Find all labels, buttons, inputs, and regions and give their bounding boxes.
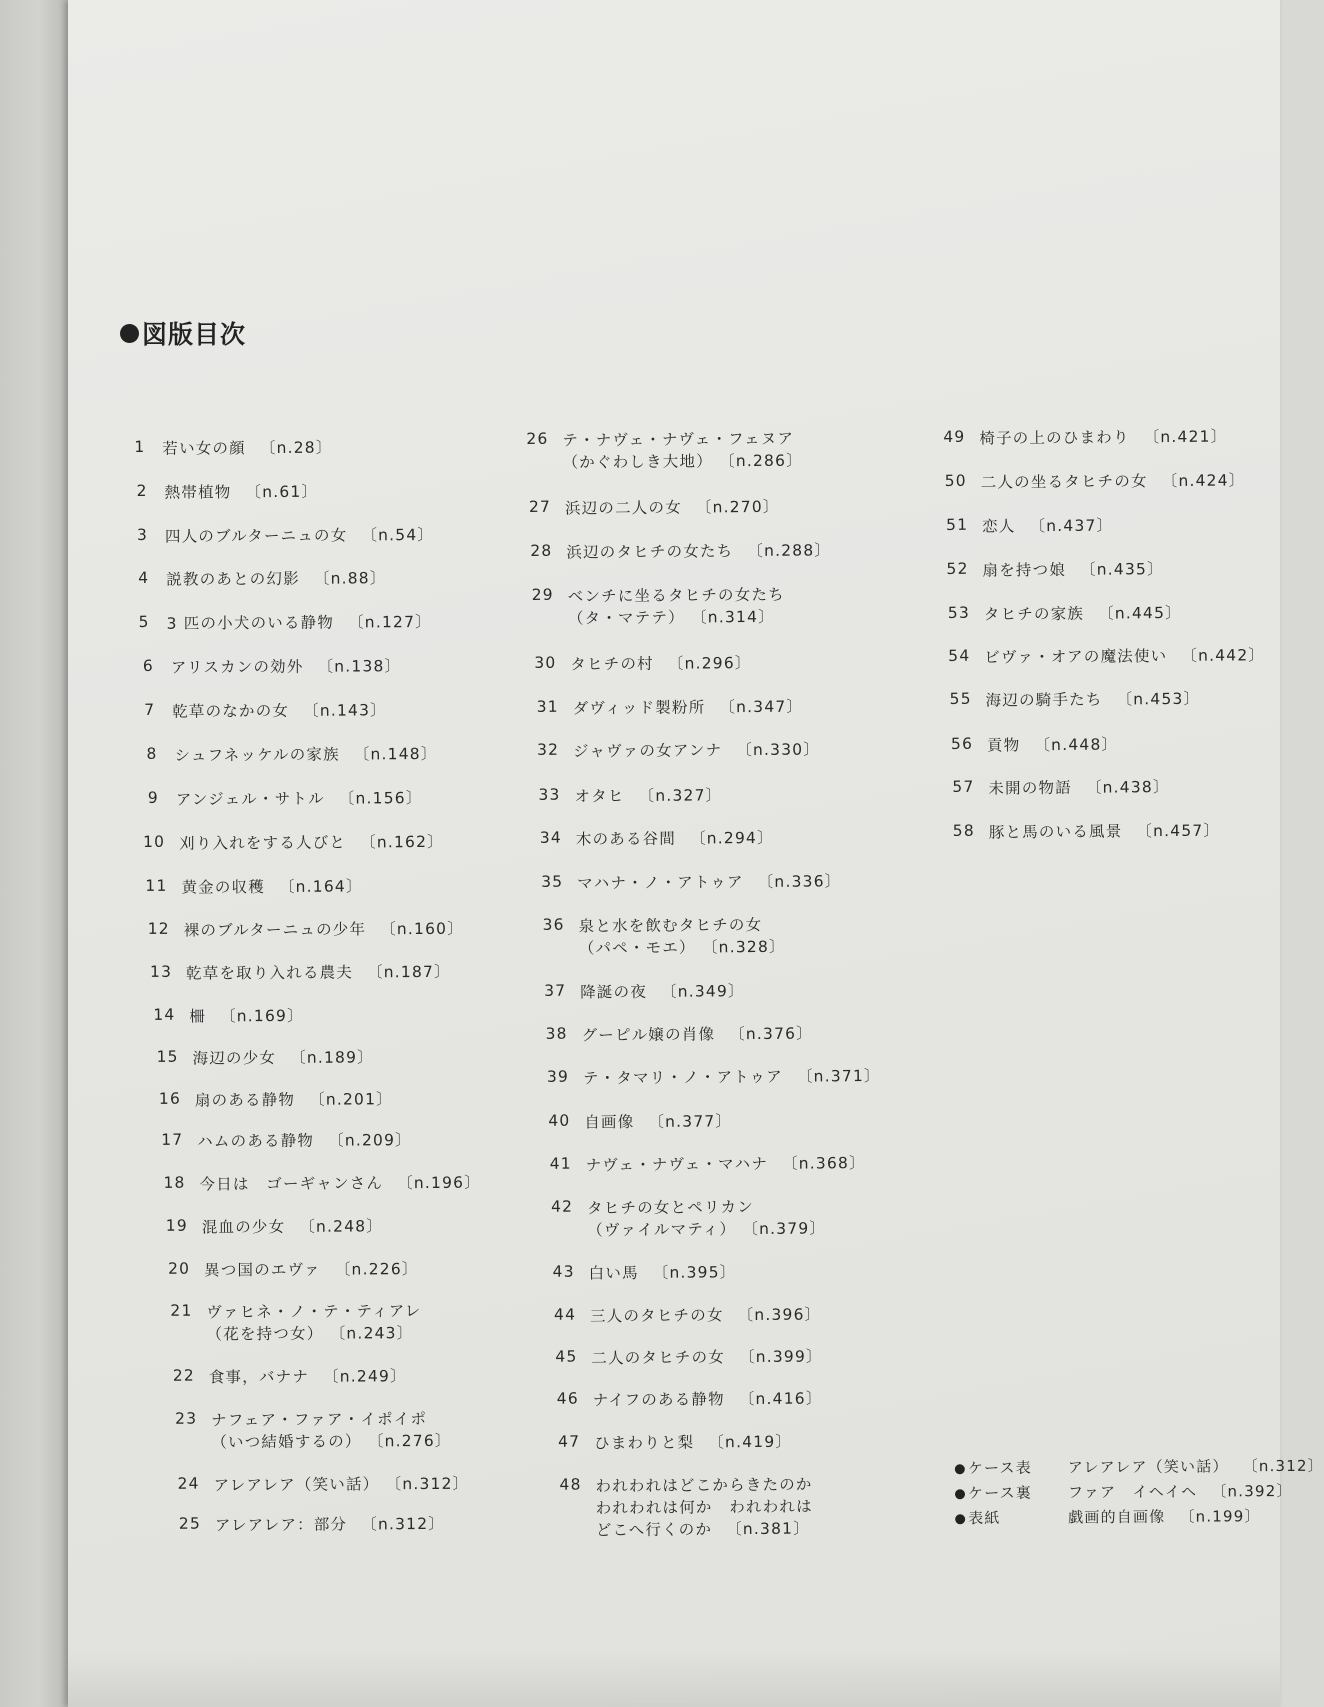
entry-title-line: 二人のタヒチの女 〔n.399〕 [591,1347,823,1368]
entry-title-line: ハムのある静物 〔n.209〕 [197,1131,412,1151]
entry-number: 39 [546,1067,570,1086]
entry-number: 51 [946,515,969,534]
entry-page-ref: 〔n.88〕 [313,569,387,588]
contents-entry [545,1023,813,1047]
entry-page-ref: 〔n.156〕 [338,788,423,808]
entry-page-ref: 〔n.376〕 [729,1024,813,1044]
entry-page-ref: 〔n.226〕 [334,1260,419,1279]
entry-page-ref: 〔n.127〕 [347,612,432,632]
contents-entry [538,784,722,808]
entry-page-ref: 〔n.286〕 [726,451,803,471]
contents-entry [558,1431,792,1455]
entry-page-ref: 〔n.399〕 [738,1347,823,1367]
entry-title-line: テ・ナヴェ・ナヴェ・フェヌア [562,429,795,450]
entry-page-ref: 〔n.187〕 [366,962,451,982]
contents-entry [146,743,437,767]
entry-page-ref: 〔n.209〕 [328,1131,412,1150]
contents-entry [175,1408,452,1454]
contents-entry [537,696,804,720]
entry-title-line: ナイフのある静物 〔n.416〕 [592,1389,823,1410]
entry-title-line: 海辺の騎手たち 〔n.453〕 [985,689,1201,710]
contents-entry [137,524,434,548]
book-gutter [0,0,70,1707]
entry-page-ref: 〔n.270〕 [695,497,780,517]
entry-title-line: 3 匹の小犬のいる静物 〔n.127〕 [166,612,432,633]
cover-note-title: アレアレア（笑い話） [1067,1457,1229,1477]
contents-entry [145,875,362,899]
entry-title-line: ナフェア・ファア・イポイポ [211,1409,428,1430]
contents-entry [526,428,803,474]
contents-entry [543,914,786,960]
entry-number: 52 [946,559,969,578]
contents-entry [157,1046,374,1070]
entry-title-line: ひまわりと梨 〔n.419〕 [594,1432,793,1453]
entry-number: 4 [138,568,150,587]
entry-number: 26 [526,429,549,448]
entry-page-ref: 〔n.314〕 [698,607,775,627]
cover-note-label: 表紙 [968,1508,1001,1528]
entry-title-line: （花を持つ女） 〔n.243〕 [206,1324,414,1344]
entry-number: 16 [158,1089,182,1108]
entry-page-ref: 〔n.169〕 [219,1006,304,1026]
entry-page-ref: 〔n.54〕 [361,525,435,545]
entry-page-ref: 〔n.28〕 [259,438,333,458]
cover-note-title: 戯画的自画像 [1068,1507,1166,1527]
entry-title-line: 二人の坐るタヒチの女 〔n.424〕 [980,471,1246,492]
entry-title-line: われわれはどこからきたのか [595,1475,813,1496]
contents-entry [166,1215,383,1239]
entry-number: 53 [947,603,971,622]
contents-entry [948,644,1265,669]
contents-entry [559,1474,813,1542]
entry-page-ref: 〔n.201〕 [309,1090,393,1109]
entry-number: 18 [163,1173,186,1192]
entry-page-ref: 〔n.347〕 [719,697,804,717]
contents-entry [161,1129,412,1153]
entry-title-line: ナヴェ・ナヴェ・マハナ 〔n.368〕 [585,1154,866,1175]
contents-entry [946,558,1163,582]
entry-number: 32 [536,740,560,759]
contents-entry [529,496,780,520]
contents-entry [534,652,751,676]
contents-entry [547,1065,881,1090]
cover-note-page-ref: 〔n.312〕 [1242,1456,1324,1476]
entry-page-ref: 〔n.377〕 [648,1112,733,1131]
entry-page-ref: 〔n.312〕 [361,1514,446,1534]
entry-page-ref: 〔n.381〕 [726,1519,810,1539]
contents-entry [548,1110,732,1134]
entry-title-line: 浜辺のタヒチの女たち 〔n.288〕 [566,541,832,562]
contents-entry [544,980,745,1004]
entry-number: 33 [538,785,561,804]
contents-entry [551,1195,826,1241]
entry-title-line: 四人のブルターニュの女 〔n.54〕 [164,525,435,546]
entry-page-ref: 〔n.196〕 [397,1173,481,1193]
entry-title-line: 若い女の顔 〔n.28〕 [162,438,333,458]
entry-page-ref: 〔n.243〕 [337,1324,414,1343]
entry-title-line: 裸のブルターニュの少年 〔n.160〕 [183,919,464,940]
entry-title-line: どこへ行くのか 〔n.381〕 [595,1519,810,1540]
contents-entry [946,515,1113,538]
entry-page-ref: 〔n.164〕 [278,877,363,896]
entry-page-ref: 〔n.61〕 [245,482,319,502]
contents-entry [170,1300,421,1346]
contents-entry [555,1345,823,1369]
entry-page-ref: 〔n.138〕 [317,657,402,676]
entry-title-line: （いつ結婚するの） 〔n.276〕 [211,1431,452,1452]
entry-number: 56 [950,734,974,753]
entry-number: 49 [943,427,966,446]
cover-note-row [955,1504,1324,1532]
bullet-icon [955,1514,965,1524]
cover-note-label: ケース裏 [967,1483,1033,1503]
entry-number: 29 [531,585,554,604]
entry-number: 6 [142,656,154,675]
entry-page-ref: 〔n.371〕 [796,1066,881,1086]
entry-number: 34 [539,828,563,847]
entry-page-ref: 〔n.160〕 [380,919,464,939]
entry-title-line: 説教のあとの幻影 〔n.88〕 [166,569,387,589]
contents-entry [153,1005,304,1028]
contents-entry [950,688,1201,712]
entry-page-ref: 〔n.288〕 [747,541,832,561]
page-shadow [68,1650,1280,1707]
cover-note-row [955,1479,1324,1507]
contents-entry [550,1152,866,1177]
entry-title-line: 乾草のなかの女 〔n.143〕 [172,701,387,721]
entry-title-line: アレアレア：部分 〔n.312〕 [214,1514,446,1535]
entry-number: 27 [528,497,552,516]
entry-title-line: 黄金の収穫 〔n.164〕 [181,877,363,897]
entry-number: 17 [161,1130,184,1149]
entry-number: 12 [147,919,170,938]
contents-entry [138,567,386,591]
entry-page-ref: 〔n.435〕 [1079,560,1164,579]
entry-title-line: ベンチに坐るタヒチの女たち [567,585,785,606]
entry-number: 11 [145,876,168,895]
entry-number: 31 [536,697,559,716]
entry-title-line: （パペ・モエ） 〔n.328〕 [578,937,786,958]
entry-page-ref: 〔n.189〕 [290,1048,374,1067]
entry-number: 55 [949,689,972,708]
entry-page-ref: 〔n.143〕 [303,701,387,720]
entry-page-ref: 〔n.445〕 [1097,603,1182,623]
entry-title-line: 木のある谷間 〔n.294〕 [575,828,774,849]
contents-entry [943,426,1227,450]
entry-title-line: 海辺の少女 〔n.189〕 [192,1048,374,1068]
cover-note-row [955,1454,1324,1482]
entry-title-line: 椅子の上のひまわり 〔n.421〕 [979,427,1228,448]
entry-number: 35 [541,872,564,891]
entry-title-line: アレアレア（笑い話） 〔n.312〕 [213,1474,470,1495]
entry-title-line: 降誕の夜 〔n.349〕 [580,982,745,1002]
contents-entry [159,1088,393,1112]
entry-title-line: ダヴィッド製粉所 〔n.347〕 [572,697,804,718]
entry-number: 5 [138,612,150,631]
contents-entry [150,961,451,985]
entry-title-line: 乾草を取り入れる農夫 〔n.187〕 [185,962,451,983]
entry-title-line: タヒチの村 〔n.296〕 [570,654,752,674]
entry-title-line: 豚と馬のいる風景 〔n.457〕 [988,821,1221,842]
entry-number: 9 [147,788,159,807]
contents-entry [540,827,774,851]
entry-number: 48 [559,1475,582,1494]
entry-title-line: 扇のある静物 〔n.201〕 [194,1090,393,1110]
contents-entry [137,481,319,504]
contents-entry [948,602,1182,626]
entry-number: 8 [146,744,158,763]
page-title [120,315,246,351]
entry-title-line: 白い馬 〔n.395〕 [588,1263,737,1283]
contents-entry [541,870,841,895]
contents-entry [557,1387,823,1411]
entry-number: 7 [144,700,156,719]
page-title-text: 図版目次 [142,320,247,349]
cover-note-title: ファア イヘイヘ [1067,1482,1198,1502]
entry-title-line: ビヴァ・オアの魔法使い 〔n.442〕 [984,646,1266,667]
entry-title-line: タヒチの女とペリカン [586,1198,754,1218]
contents-entry [530,539,831,564]
contents-entry [953,820,1221,844]
contents-entry [143,655,402,679]
entry-title-line: 柵 〔n.169〕 [189,1006,304,1026]
contents-entry [952,776,1169,800]
entry-title-line: マハナ・ノ・アトゥア 〔n.336〕 [577,872,842,893]
entry-title-line: アリスカンの効外 〔n.138〕 [170,657,402,677]
entry-title-line: 今日は ゴーギャンさん 〔n.196〕 [199,1173,481,1194]
entry-page-ref: 〔n.312〕 [393,1474,470,1494]
entry-page-ref: 〔n.349〕 [660,982,745,1001]
contents-entry [179,1513,445,1537]
entry-number: 28 [530,541,553,560]
bullet-icon [120,324,139,343]
contents-entry [144,699,387,723]
entry-page-ref: 〔n.421〕 [1143,427,1228,447]
entry-number: 22 [172,1366,196,1385]
entry-number: 41 [549,1154,572,1173]
contents-entry [951,733,1118,756]
entry-title-line: 未開の物語 〔n.438〕 [988,778,1170,798]
entry-title-line: オタヒ 〔n.327〕 [574,786,723,806]
entry-page-ref: 〔n.336〕 [757,872,842,891]
entry-title-line: 熱帯植物 〔n.61〕 [164,482,319,502]
contents-entry [148,918,464,942]
entry-number: 10 [143,832,166,851]
entry-title-line: 食事，バナナ 〔n.249〕 [208,1367,407,1387]
entry-title-line: 三人のタヒチの女 〔n.396〕 [589,1305,822,1326]
contents-entry [532,584,785,630]
entry-page-ref: 〔n.162〕 [360,832,444,852]
contents-entry [148,787,423,811]
entry-number: 20 [168,1259,191,1278]
contents-entry [178,1473,470,1497]
entry-number: 23 [175,1409,198,1428]
entry-number: 42 [550,1197,574,1216]
contents-entry [173,1365,407,1389]
contents-entry [945,469,1246,494]
entry-page-ref: 〔n.379〕 [750,1219,827,1239]
contents-entry [168,1258,419,1282]
entry-number: 38 [545,1024,568,1043]
entry-number: 21 [170,1301,193,1320]
entry-number: 14 [153,1005,176,1024]
entry-title-line: 貢物 〔n.448〕 [986,735,1119,755]
entry-number: 57 [952,777,975,796]
entry-number: 40 [548,1111,571,1130]
contents-entry [553,1261,737,1285]
cover-note-label: ケース表 [967,1458,1032,1478]
entry-title-line: 泉と水を飲むタヒチの女 [578,915,763,936]
entry-number: 25 [178,1514,202,1533]
entry-number: 13 [149,962,173,981]
entry-page-ref: 〔n.327〕 [638,786,723,806]
entry-title-line: 自画像 〔n.377〕 [584,1112,733,1132]
entry-number: 15 [156,1047,179,1066]
bullet-icon [955,1464,965,1474]
entry-page-ref: 〔n.249〕 [322,1367,407,1386]
entry-number: 47 [558,1432,581,1451]
entry-title-line: 恋人 〔n.437〕 [982,516,1114,536]
entry-number: 24 [177,1474,200,1493]
cover-note-page-ref: 〔n.392〕 [1211,1481,1293,1501]
entry-number: 3 [136,525,149,544]
contents-entry [537,738,820,762]
entry-page-ref: 〔n.442〕 [1181,646,1266,665]
entry-page-ref: 〔n.148〕 [353,744,438,764]
entry-title-line: グーピル嬢の肖像 〔n.376〕 [581,1024,813,1045]
entry-title-line: （ヴァイルマティ） 〔n.379〕 [587,1219,827,1240]
entry-number: 30 [534,653,557,672]
entry-number: 58 [952,821,975,840]
entry-title-line: 扇を持つ娘 〔n.435〕 [982,560,1164,580]
entry-title-line: 異つ国のエヴァ 〔n.226〕 [204,1260,419,1280]
entry-number: 43 [552,1262,575,1281]
bullet-icon [955,1489,965,1499]
entry-page-ref: 〔n.330〕 [736,740,821,760]
cover-note-page-ref: 〔n.199〕 [1179,1507,1261,1526]
contents-entry [134,437,332,460]
entry-title-line: （タ・マテテ） 〔n.314〕 [567,607,775,628]
entry-page-ref: 〔n.437〕 [1029,516,1114,536]
entry-title-line: 刈り入れをする人びと 〔n.162〕 [179,832,444,853]
entry-page-ref: 〔n.396〕 [737,1305,822,1325]
entry-number: 45 [555,1347,578,1366]
entry-title-line: 混血の少女 〔n.248〕 [201,1217,384,1237]
entry-number: 36 [542,915,565,934]
book-page [68,0,1324,1707]
entry-page-ref: 〔n.294〕 [689,828,774,848]
entry-page-ref: 〔n.424〕 [1161,471,1246,491]
entry-number: 50 [944,471,967,490]
entry-number: 19 [165,1216,188,1235]
entry-title-line: ジャヴァの女アンナ 〔n.330〕 [572,740,821,761]
entry-page-ref: 〔n.453〕 [1116,689,1201,709]
entry-title-line: アンジェル・サトル 〔n.156〕 [175,788,423,809]
entry-page-ref: 〔n.395〕 [652,1263,737,1282]
entry-number: 54 [948,646,971,665]
entry-number: 46 [556,1389,579,1408]
entry-number: 1 [134,437,146,456]
entry-title-line: （かぐわしき大地） 〔n.286〕 [562,451,803,472]
entry-title-line: タヒチの家族 〔n.445〕 [983,603,1182,624]
entry-title-line: われわれは何か われわれは [595,1497,813,1518]
contents-entry [138,611,431,635]
cover-notes [955,1454,1324,1532]
entry-page-ref: 〔n.438〕 [1085,778,1170,797]
entry-page-ref: 〔n.457〕 [1136,821,1221,841]
entry-title-line: テ・タマリ・ノ・アトゥア 〔n.371〕 [582,1066,881,1088]
entry-page-ref: 〔n.416〕 [738,1389,823,1409]
contents-entry [143,831,444,855]
entry-page-ref: 〔n.448〕 [1034,735,1119,755]
entry-page-ref: 〔n.296〕 [667,654,752,673]
entry-title-line: ヴァヒネ・ノ・テ・ティアレ [206,1302,422,1322]
contents-entry [163,1172,481,1196]
entry-title-line: シュフネッケルの家族 〔n.148〕 [174,744,438,765]
contents-entry [554,1303,822,1327]
entry-number: 37 [544,981,567,1000]
entry-page-ref: 〔n.248〕 [299,1217,384,1236]
entry-number: 44 [553,1305,577,1324]
entry-page-ref: 〔n.368〕 [781,1154,866,1173]
entry-page-ref: 〔n.328〕 [709,937,786,957]
entry-page-ref: 〔n.419〕 [708,1432,793,1452]
entry-number: 2 [136,481,148,500]
entry-title-line: 浜辺の二人の女 〔n.270〕 [564,497,780,518]
entry-page-ref: 〔n.276〕 [375,1431,452,1451]
